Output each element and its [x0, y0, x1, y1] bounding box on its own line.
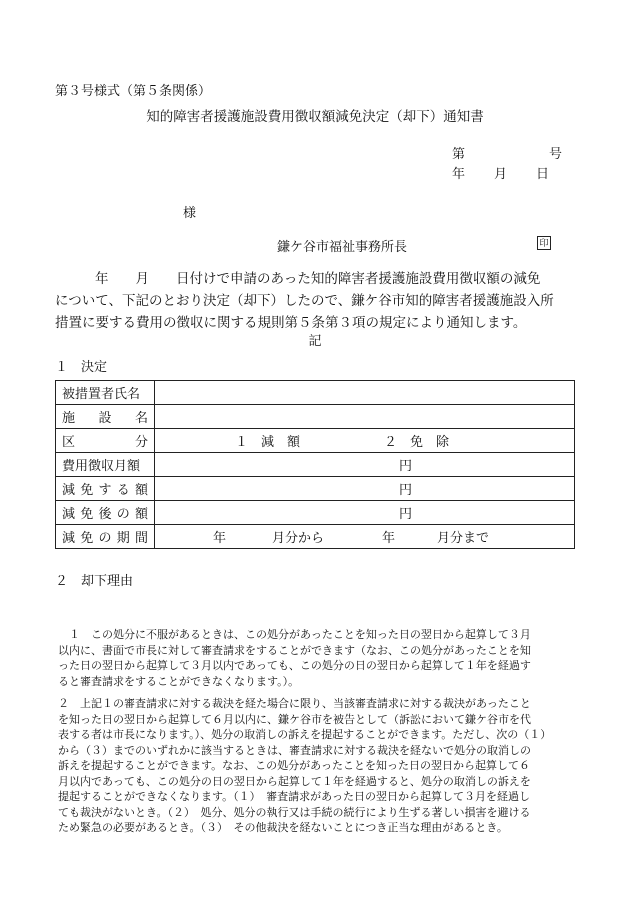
after-reduction-label-text: 減 免 後 の 額: [62, 507, 148, 522]
person-name-value: [155, 381, 575, 405]
reduction-amount-label-text: 減 免 す る 額: [62, 483, 148, 498]
category-label-text: 区 分: [62, 435, 148, 450]
category-value: [155, 429, 575, 453]
document-date-line: [452, 163, 549, 182]
note-2-line: 月以内であっても、この処分の日の翌日から起算して１年を経過すると、処分の取消しの訴えを: [58, 774, 531, 788]
table-row: [56, 429, 575, 453]
body-line-1: 年 月 日付けで申請のあった知的障害者援護施設費用徴収額の減免: [95, 271, 541, 287]
period-start-month: 月分から: [272, 531, 325, 546]
decision-table: [55, 380, 575, 549]
date-day-label: 日: [536, 167, 550, 182]
after-reduction-value: [155, 501, 575, 525]
body-line-3: 措置に要する費用の徴収に関する規則第５条第３項の規定により通知します。: [55, 315, 527, 331]
note-2-line: を知った日の翌日から起算して６月以内に、鎌ケ谷市を被告として（訴訟において鎌ケ谷市を代: [58, 712, 531, 726]
category-option-reduction: １ 減 額: [235, 435, 301, 450]
reduction-amount-label: [56, 477, 155, 501]
section-rejection-title: ２ 却下理由: [55, 574, 134, 589]
appeal-notes: [58, 627, 580, 843]
form-number: 第３号様式（第５条関係）: [55, 84, 212, 99]
period-label-text: 減 免 の 期 間: [62, 531, 148, 546]
document-number-go: 号: [549, 147, 563, 162]
note-1-line: ると審査請求をすることができなくなります。）。: [58, 674, 300, 688]
note-2-line: 表する者は市長になります。）、処分の取消しの訴えを提起することができます。ただし、次の（１）: [58, 728, 552, 741]
yen-unit: 円: [399, 459, 413, 474]
period-value: [155, 525, 575, 549]
note-2-line: 提起することができなくなります。（１） 審査請求があった日の翌日から起算して３月を経過し: [58, 790, 531, 803]
note-2-line: ２ 上記１の審査請求に対する裁決を経た場合に限り、当該審査請求に対する裁決があったこと: [58, 697, 531, 710]
table-row: [56, 453, 575, 477]
facility-label-text: 施 設 名: [62, 411, 148, 426]
issuer-name: 鎌ケ谷市福祉事務所長: [277, 240, 408, 255]
table-row: [56, 405, 575, 429]
date-year-label: 年: [452, 167, 466, 182]
facility-label: [56, 405, 155, 429]
note-2-line: から（３）までのいずれかに該当するときは、審査請求に対する裁決を経ないで処分の取消しの: [58, 743, 531, 757]
table-row: [56, 501, 575, 525]
ki-heading: 記: [308, 334, 322, 349]
addressee-honorific: 様: [183, 206, 197, 221]
table-row: [56, 477, 575, 501]
note-2: [58, 696, 580, 836]
yen-unit: 円: [399, 507, 413, 522]
category-option-exemption: ２ 免 除: [384, 435, 450, 450]
note-2-line: ため緊急の必要があるとき。（３） その他裁決を経ないことにつき正当な理由があるとき。: [58, 821, 508, 834]
person-name-label: 被措置者氏名: [56, 381, 155, 405]
note-2-line: 訴えを提起することができます。なお、この処分があったことを知った日の翌日から起算して６: [58, 759, 531, 772]
document-title: 知的障害者援護施設費用徴収額減免決定（却下）通知書: [146, 109, 484, 125]
note-1: [58, 627, 580, 689]
period-end-year: 年: [382, 531, 396, 546]
period-start-year: 年: [213, 531, 227, 546]
note-1-line: った日の翌日から起算して３月以内であっても、この処分の日の翌日から起算して１年を経過す: [58, 659, 531, 672]
reduction-amount-value: [155, 477, 575, 501]
facility-value: [155, 405, 575, 429]
table-row: [56, 525, 575, 549]
yen-unit: 円: [399, 483, 413, 498]
period-label: [56, 525, 155, 549]
table-row: [56, 381, 575, 405]
body-paragraph: [55, 268, 585, 334]
note-1-line: １ この処分に不服があるときは、この処分があったことを知った日の翌日から起算して３月: [69, 628, 531, 641]
after-reduction-label: [56, 501, 155, 525]
category-label: [56, 429, 155, 453]
document-number-line: [452, 143, 562, 162]
body-line-2: について、下記のとおり決定（却下）したので、鎌ケ谷市知的障害者援護施設入所: [55, 293, 554, 309]
monthly-fee-label: 費用徴収月額: [56, 453, 155, 477]
monthly-fee-value: [155, 453, 575, 477]
seal-mark: 印: [537, 236, 551, 250]
period-end-month: 月分まで: [437, 531, 490, 546]
note-2-line: ても裁決がないとき。（２） 処分、処分の執行又は手続の続行により生ずる著しい損害を避ける: [58, 805, 531, 819]
document-number-dai: 第: [452, 147, 466, 162]
section-decision-title: １ 決定: [55, 360, 108, 375]
note-1-line: 以内に、書面で市長に対して審査請求をすることができます（なお、この処分があったことを知: [58, 643, 531, 657]
date-month-label: 月: [494, 167, 508, 182]
